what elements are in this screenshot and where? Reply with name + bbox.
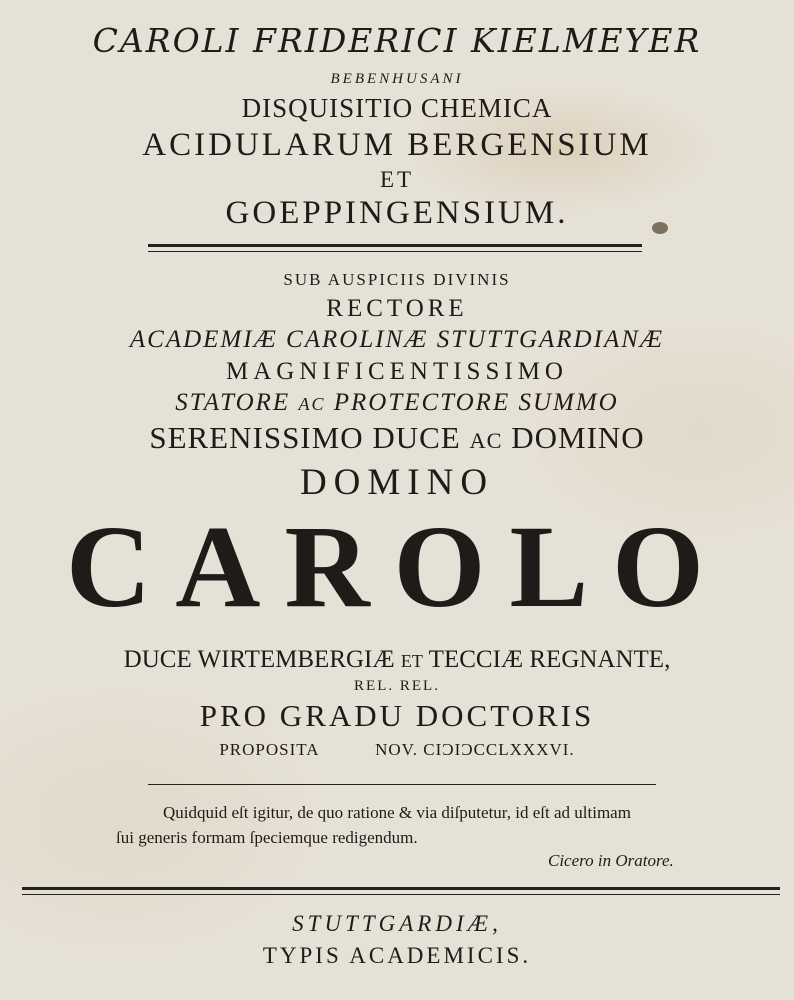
title-line-1: DISQUISITIO CHEMICA <box>241 93 553 123</box>
proposita-line <box>0 741 794 758</box>
domino-line: DOMINO <box>299 462 495 503</box>
carolo-line: CAROLO <box>66 501 728 632</box>
serenissimo-domino: DOMINO <box>511 420 645 455</box>
proposita-date: NOV. CIƆIƆCCLXXXVI. <box>375 740 575 759</box>
quote-line-2: ſui generis formam ſpeciemque redigendum. <box>116 828 418 847</box>
statore-line <box>0 390 794 415</box>
serenissimo-line <box>0 422 794 453</box>
duce-line <box>0 647 794 672</box>
bottom-rule-thick <box>22 887 780 890</box>
academy-line: ACADEMIÆ CAROLINÆ STUTTGARDIANÆ <box>129 326 665 353</box>
quote-source: Cicero in Oratore. <box>548 851 674 870</box>
quote-line-1: Quidquid eſt igitur, de quo ratione & via diſputetur, id eſt ad ultimam <box>163 803 631 822</box>
title-line-2: ACIDULARUM BERGENSIUM <box>142 127 652 163</box>
duce-rest: TECCIÆ REGNANTE, <box>428 646 671 673</box>
magnificentissimo-line: MAGNIFICENTISSIMO <box>226 358 568 385</box>
author-name: CAROLI FRIDERICI KIELMEYER <box>92 21 702 60</box>
top-rule-thin <box>148 251 642 252</box>
ink-stain <box>652 222 668 234</box>
proposita-word: PROPOSITA <box>219 740 319 759</box>
statore-word: STATORE <box>175 389 291 416</box>
title-line-3: ET <box>379 167 415 192</box>
auspices-line: SUB AUSPICIIS DIVINIS <box>283 270 511 289</box>
statore-rest: PROTECTORE SUMMO <box>333 389 619 416</box>
duce-et: ET <box>400 651 423 671</box>
title-line-4: GOEPPINGENSIUM. <box>225 195 569 231</box>
serenissimo-ac: AC <box>469 428 503 453</box>
author-origin: BEBENHUSANI <box>330 71 464 87</box>
imprint-printer: TYPIS ACADEMICIS. <box>262 943 532 968</box>
pro-gradu-line: PRO GRADU DOCTORIS <box>199 698 595 733</box>
duce-words: DUCE WIRTEMBERGIÆ <box>123 646 395 673</box>
imprint-place: STUTTGARDIÆ, <box>292 911 502 936</box>
serenissimo-words: SERENISSIMO DUCE <box>149 420 461 455</box>
top-rule-thick <box>148 244 642 247</box>
middle-rule <box>148 784 656 785</box>
rel-line: REL. REL. <box>354 678 440 694</box>
statore-ac: AC <box>298 394 326 414</box>
bottom-rule-thin <box>22 894 780 895</box>
rectore-line: RECTORE <box>326 295 468 322</box>
